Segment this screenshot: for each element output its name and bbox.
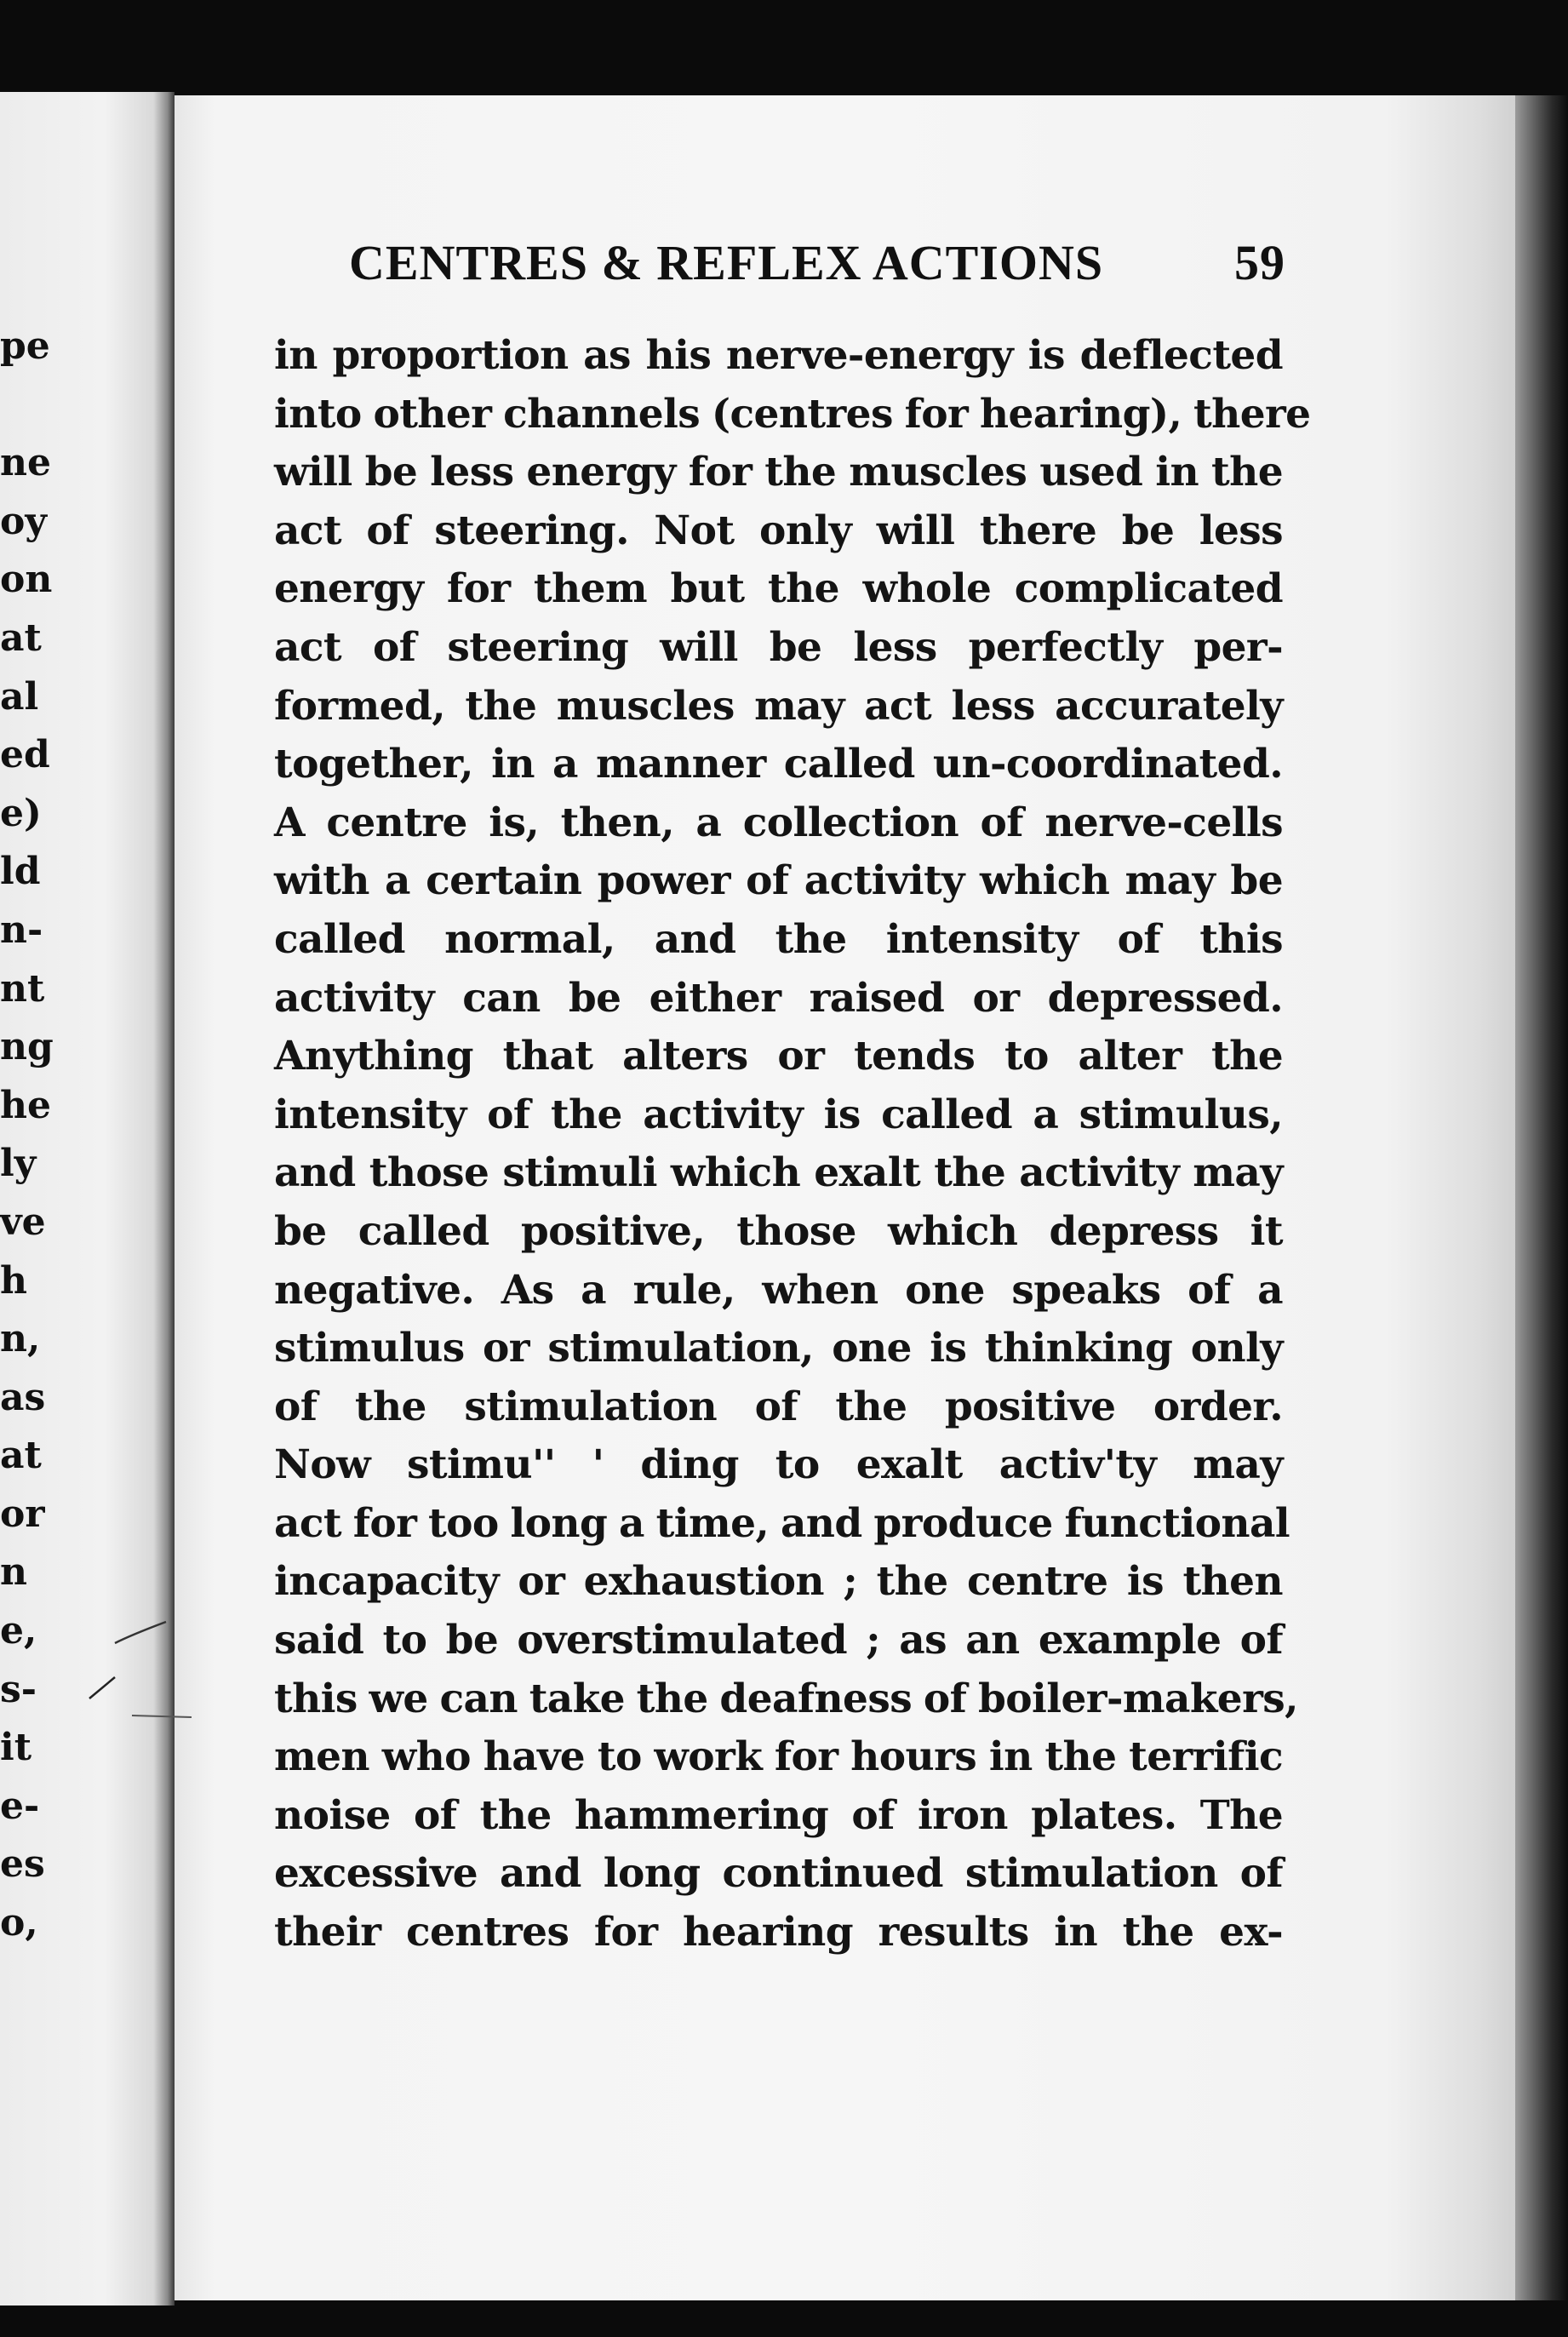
left-page-fragment: nt	[0, 966, 45, 1011]
left-page-fragment: ng	[0, 1025, 54, 1069]
text-line: with a certain power of activity which may be	[274, 857, 1283, 905]
text-line: act for too long a time, and produce functional	[274, 1499, 1290, 1547]
text-line: act of steering. Not only will there be less	[274, 507, 1283, 554]
left-page-fragment: al	[0, 674, 39, 719]
text-line: this we can take the deafness of boiler-makers,	[274, 1675, 1298, 1722]
left-page-fragment: oy	[0, 499, 47, 543]
left-page-fragment	[0, 376, 102, 435]
left-page-fragment: o,	[0, 1901, 38, 1945]
left-page-fragment: s-	[0, 1667, 37, 1711]
text-line: in proportion as his nerve-energy is deflected	[274, 332, 1283, 379]
left-page-fragment: on	[0, 558, 53, 602]
left-page-fragment: as	[0, 1375, 46, 1419]
left-page-fragment: es	[0, 1842, 45, 1887]
left-page-fragment: ld	[0, 850, 41, 894]
left-page-fragment: at	[0, 1434, 42, 1478]
text-line: intensity of the activity is called a stimulus,	[274, 1091, 1283, 1138]
text-line: said to be overstimulated ; as an example of	[274, 1617, 1283, 1664]
text-line: incapacity or exhaustion ; the centre is then	[274, 1558, 1283, 1606]
running-head	[349, 234, 1285, 302]
left-page-fragment: n,	[0, 1317, 41, 1361]
text-line: A centre is, then, a collection of nerve-cells	[274, 799, 1283, 846]
text-line: together, in a manner called un-coordinated.	[274, 741, 1283, 788]
left-page-fragment: or	[0, 1492, 45, 1536]
running-head-title: CENTRES & REFLEX ACTIONS	[349, 235, 1104, 290]
page-number: 59	[1234, 235, 1285, 290]
left-page-fragment: e)	[0, 791, 42, 835]
text-line: noise of the hammering of iron plates. The	[274, 1791, 1283, 1839]
left-page-fragment: h	[0, 1258, 27, 1303]
left-page-fragment: n-	[0, 908, 43, 952]
left-page-fragment: ly	[0, 1142, 37, 1186]
body-paragraph	[274, 327, 1311, 1962]
left-page-fragment: ne	[0, 441, 51, 485]
left-page-fragment: e-	[0, 1784, 40, 1828]
left-page-fragment: e,	[0, 1609, 37, 1653]
text-line: negative. As a rule, when one speaks of a	[274, 1266, 1283, 1314]
page-stack-edge	[1515, 95, 1568, 2300]
text-line: act of steering will be less perfectly per-	[274, 623, 1283, 671]
text-line: formed, the muscles may act less accurately	[274, 682, 1283, 730]
text-line: activity can be either raised or depressed.	[274, 974, 1283, 1022]
left-page-fragment: it	[0, 1726, 32, 1770]
left-page-fragment: pe	[0, 324, 50, 368]
text-line: of the stimulation of the positive order.	[274, 1383, 1283, 1430]
pencil-margin-mark	[81, 1605, 217, 1750]
text-line: and those stimuli which exalt the activity may	[274, 1149, 1283, 1197]
left-page-fragment: ed	[0, 733, 50, 777]
left-page-fragment: n	[0, 1550, 27, 1595]
left-page-fragment: at	[0, 616, 42, 660]
text-line: Anything that alters or tends to alter the	[274, 1033, 1283, 1080]
text-line: will be less energy for the muscles used in the	[274, 449, 1283, 496]
text-line: stimulus or stimulation, one is thinking only	[274, 1325, 1283, 1372]
left-page-fragment: ve	[0, 1200, 46, 1244]
text-line: energy for them but the whole complicated	[274, 565, 1283, 613]
text-line: called normal, and the intensity of this	[274, 915, 1283, 963]
text-line: Now stimu'' ' ding to exalt activ'ty may	[274, 1441, 1283, 1489]
text-line: excessive and long continued stimulation of	[274, 1850, 1283, 1898]
text-line: their centres for hearing results in the ex-	[274, 1909, 1283, 1956]
text-line: into other channels (centres for hearing), there	[274, 390, 1311, 438]
text-line: men who have to work for hours in the terrific	[274, 1733, 1283, 1781]
left-page-fragment: he	[0, 1083, 51, 1127]
text-line: be called positive, those which depress it	[274, 1207, 1283, 1255]
